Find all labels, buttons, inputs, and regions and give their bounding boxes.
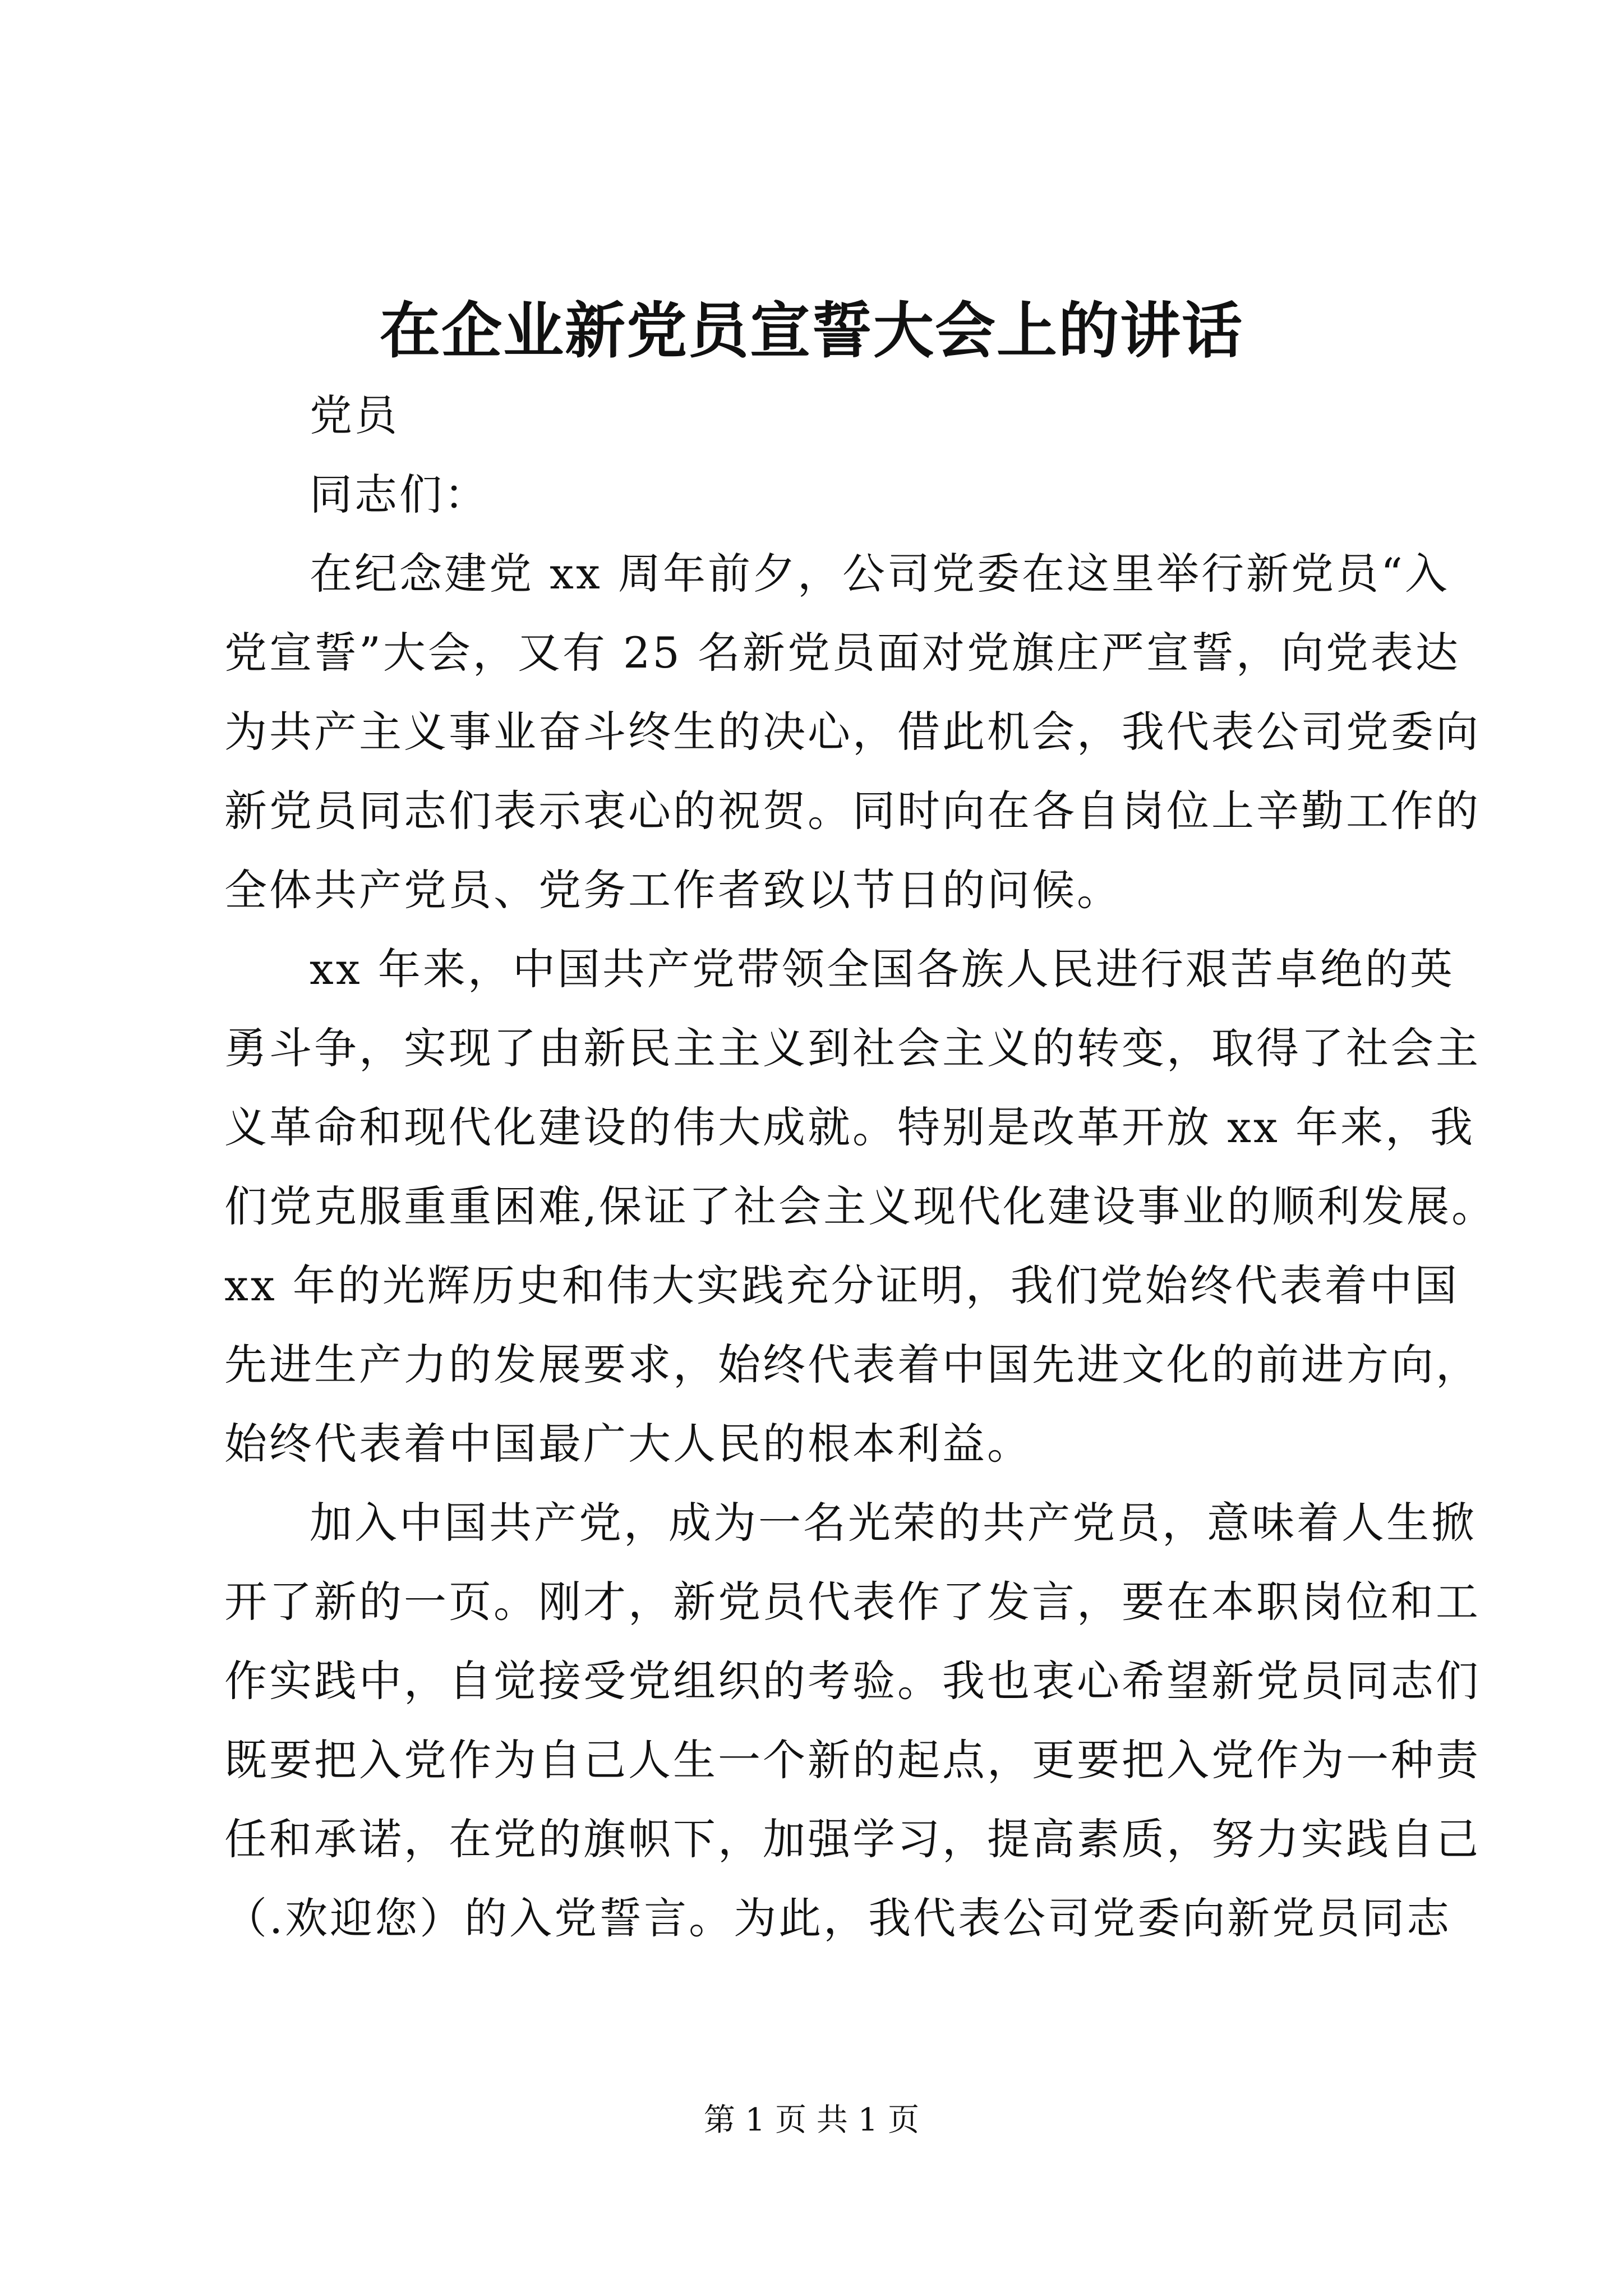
paragraph-line: 为共产主义事业奋斗终生的决心，借此机会，我代表公司党委向 (224, 707, 1481, 757)
paragraph-line: 作实践中，自觉接受党组织的考验。我也衷心希望新党员同志们 (224, 1656, 1481, 1706)
paragraph-line: 党宣誓”大会，又有 25 名新党员面对党旗庄严宣誓，向党表达 (224, 628, 1460, 678)
paragraph-line: xx 年来，中国共产党带领全国各族人民进行艰苦卓绝的英 (310, 944, 1455, 994)
paragraph-line: 既要把入党作为自己人生一个新的起点，更要把入党作为一种责 (224, 1735, 1481, 1785)
paragraph-line: 们党克服重重困难,保证了社会主义现代化建设事业的顺利发展。 (224, 1181, 1497, 1231)
paragraph-line: 开了新的一页。刚才，新党员代表作了发言，要在本职岗位和工 (224, 1577, 1481, 1627)
paragraph-line: xx 年的光辉历史和伟大实践充分证明，我们党始终代表着中国 (224, 1260, 1459, 1310)
paragraph-line: 党员 (310, 390, 399, 440)
paragraph-line: 先进生产力的发展要求，始终代表着中国先进文化的前进方向， (224, 1340, 1481, 1389)
paragraph-line: 加入中国共产党，成为一名光荣的共产党员，意味着人生掀 (310, 1498, 1476, 1548)
paragraph-line: （.欢迎您）的入党誓言。为此，我代表公司党委向新党员同志 (224, 1893, 1452, 1943)
paragraph-line: 义革命和现代化建设的伟大成就。特别是改革开放 xx 年来，我 (224, 1102, 1476, 1152)
document-body (224, 376, 1497, 1958)
paragraph-line: 始终代表着中国最广大人民的根本利益。 (224, 1419, 1032, 1469)
paragraph-line: 全体共产党员、党务工作者致以节日的问候。 (224, 865, 1122, 915)
document-title: 在企业新党员宣誓大会上的讲话 (379, 296, 1243, 366)
paragraph-line: 在纪念建党 xx 周年前夕，公司党委在这里举行新党员“入 (310, 549, 1450, 599)
paragraph-line: 任和承诺，在党的旗帜下，加强学习，提高素质，努力实践自己 (224, 1814, 1481, 1864)
paragraph-line: 勇斗争，实现了由新民主主义到社会主义的转变，取得了社会主 (224, 1023, 1481, 1073)
page-footer: 第 1 页 共 1 页 (703, 2102, 920, 2138)
paragraph-line: 同志们： (310, 470, 489, 519)
paragraph-line: 新党员同志们表示衷心的祝贺。同时向在各自岗位上辛勤工作的 (224, 786, 1481, 836)
